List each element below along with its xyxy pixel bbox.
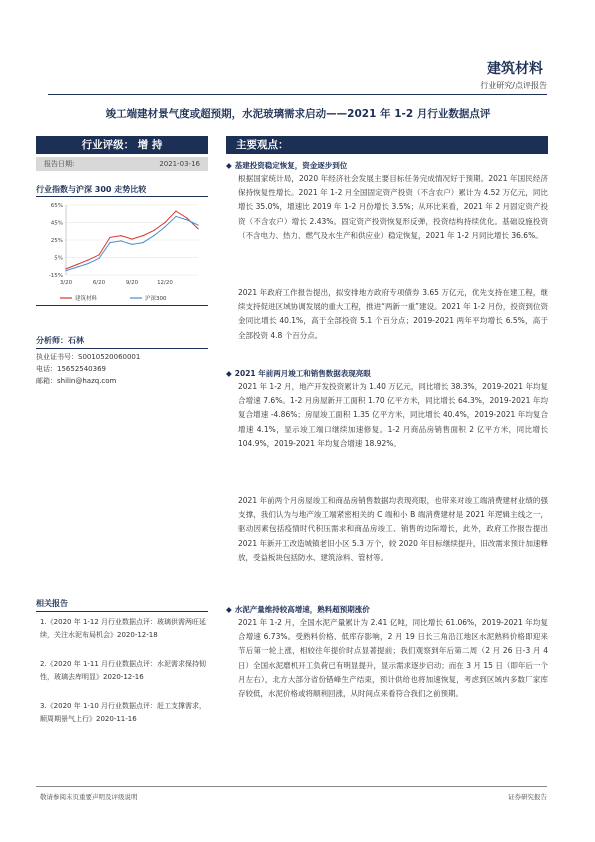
report-date-label: 报告日期: [44,160,75,168]
section-heading-infrastructure: ◆ 基建投资稳定恢复，资金逐步到位 [226,161,348,170]
diamond-bullet-icon: ◆ [226,605,232,614]
chart-x-tick-label: 9/20 [125,280,139,286]
chart-data-point [120,240,121,241]
related-report-item[interactable]: 1.《2020 年 1-12 月行业数据点评：玻璃供需两旺延续，关注水泥布局机会》2020-12-18 [40,618,207,639]
footer-label: 证券研究报告 [508,793,547,801]
footer-divider [36,786,547,787]
related-reports-title: 相关报告 [36,599,68,608]
chart-data-point [65,268,66,269]
chart-x-tick-label: 3/20 [59,280,73,286]
section-heading-cement: ◆ 水泥产量维持较高增速，熟料超预期涨价 [226,605,370,614]
chart-data-point [109,237,110,238]
paragraph: 2021 年 1-2 月，地产开发投资累计为 1.40 万亿元，同比增长 38.3%，2019-2021 年均复合增速 7.6%。1-2 月房屋新开工面积 1.70 亿平方米，同比增长 64.3%，2019-2021 年均复合增速 -4.86%；房屋竣工面积 1.35 亿平方米，同比增长 40.4%，2019-2021 年均复合增速 4.1%，显示竣工端口继续加速修复。1-2 月商品房销售面积 2 亿平方米，同比增长 104.9%，2019-2021 年均复合增速 18.92%。 [238,382,548,448]
chart-data-point [153,230,154,231]
chart-data-point [131,244,132,245]
chart-y-tick-label: 25% [50,238,63,244]
main-points-heading: 主要观点： [226,136,548,154]
chart-data-point [175,216,176,217]
header-category: 建筑材料 [487,61,543,77]
chart-data-point [87,263,88,264]
analyst-divider [36,348,208,349]
diamond-bullet-icon: ◆ [226,161,232,170]
report-date-bar [36,157,208,171]
rating-bar: 行业评级： 增 持 [36,136,208,154]
chart-data-point [153,235,154,236]
related-divider [36,611,208,612]
chart-y-tick-label: 45% [50,220,63,227]
chart-legend-label: 沪深300 [145,296,167,302]
chart-data-point [164,222,165,223]
paragraph: 2021 年政府工作报告提出，拟安排地方政府专项债券 3.65 万亿元，优先支持在建工程，继续支持促进区域协调发展的重大工程，推进“两新一重”建设。2021 年 1-2 月份，投资到位资金同比增长 40.1%，高于全部投资 5.1 个百分点；2019-2021 两年平均增长 6.5%，高于全部投资 4.8 个百分点。 [238,288,548,340]
chart-data-point [76,267,77,268]
chart-data-point [186,219,187,220]
chart-data-point [76,264,77,265]
section-heading-real-estate: ◆ 2021 年前两月竣工和销售数据表现亮眼 [226,369,371,378]
analyst-email[interactable]: 邮箱：shilin@hazq.com [36,377,117,385]
chart-x-tick-label: 12/20 [157,280,173,286]
chart-data-point [142,235,143,236]
analyst-title: 分析师：石林 [36,336,84,345]
paragraph: 2021 年 1-2 月，全国水泥产量累计为 2.41 亿吨，同比增长 61.06%，2019-2021 年均复合增速 6.73%。受熟料价格、低库存影响，2 月 19 日长三角沿江地区水泥熟料价格即迎来节后第一轮上涨，相较往年提价时点显著提前；我们观察到年后第二周（2 月 26 日-3 月 4 日）全国水泥磨机开工负荷已有明显提升，显示需求逐步启动；而在 3 月 15 日（即年后一个月左右），北方大部分省份错峰生产结束，预计供给也将加速恢复，考虑到区域内多数厂家库存较低，水泥价格或将顺利回涨，从时间点来看符合我们之前预期。 [238,618,548,699]
chart-title: 行业指数与沪深 300 走势比较 [36,185,147,194]
report-title: 竣工端建材景气度或超预期，水泥玻璃需求启动——2021 年 1-2 月行业数据点评 [105,108,491,120]
chart-data-point [175,211,176,212]
chart-series-line [66,216,198,270]
chart-data-point [65,270,66,271]
chart-data-point [186,218,187,219]
diamond-bullet-icon: ◆ [226,369,232,378]
chart-data-point [164,226,165,227]
chart-x-tick-label: 6/20 [92,280,106,286]
chart-legend-label: 建筑材料 [75,296,98,302]
chart-data-point [131,239,132,240]
chart-data-point [98,258,99,259]
related-report-item[interactable]: 3.《2020 年 1-10 月行业数据点评：赶工支撑需求，顺周期景气上行》2020-11-16 [40,702,207,723]
index-chart [36,197,208,307]
chart-y-tick-label: 5% [54,255,63,262]
header-divider [48,94,547,95]
analyst-license: 执业证书号：S0010520060001 [36,353,141,361]
chart-data-point [142,242,143,243]
chart-data-point [120,235,121,236]
chart-data-point [87,260,88,261]
chart-y-tick-label: 65% [50,203,63,209]
related-report-item[interactable]: 2.《2020 年 1-11 月行业数据点评：水泥需求保持韧性，玻璃去库明显》2020-12-16 [40,660,207,681]
chart-data-point [109,242,110,243]
header-subcategory: 行业研究/点评报告 [480,81,547,90]
chart-box [36,196,208,306]
chart-data-point [197,228,198,229]
paragraph: 2021 年前两个月房屋竣工和商品房销售数据均表现亮眼，也带来对竣工端消费建材业绩的强支撑，我们认为与地产竣工端紧密相关的 C 端和小 B 端消费建材是 2021 年逻辑主线之一，驱动因素包括疫情时代积压需求和商品房竣工、销售的边际增长，此外，政府工作报告提出 2021 年新开工改造城镇老旧小区 5.3 万个，较 2020 年目标继续提升，旧改需求预计加速释放，受益板块包括防水、建筑涂料、管材等。 [238,496,548,562]
report-date-value: 2021-03-16 [159,160,200,168]
paragraph: 根据国家统计局，2020 年经济社会发展主要目标任务完成情况好于预期。2021 年国民经济保持恢复性增长。2021 年 1-2 月全国固定资产投资（不含农户）累计为 4.52 万亿元，同比增长 35.0%，增速比 2019 年 1-2 月份增长 3.5%；从环比来看，2021 年 2 月固定资产投资（不含农户）增长 2.43%。固定资产投资恢复形反弹，投资结构持续优化。基础设施投资（不含电力、热力、燃气及水生产和供应业）稳定恢复，2021 年 1-2 月同比增长 36.6%。 [238,174,548,240]
analyst-phone: 电话：15652540369 [36,365,106,373]
chart-data-point [98,254,99,255]
chart-y-tick-label: -15% [48,273,63,279]
footer-disclaimer: 敬请参阅末页重要声明及评级说明 [40,793,138,801]
chart-data-point [197,225,198,226]
